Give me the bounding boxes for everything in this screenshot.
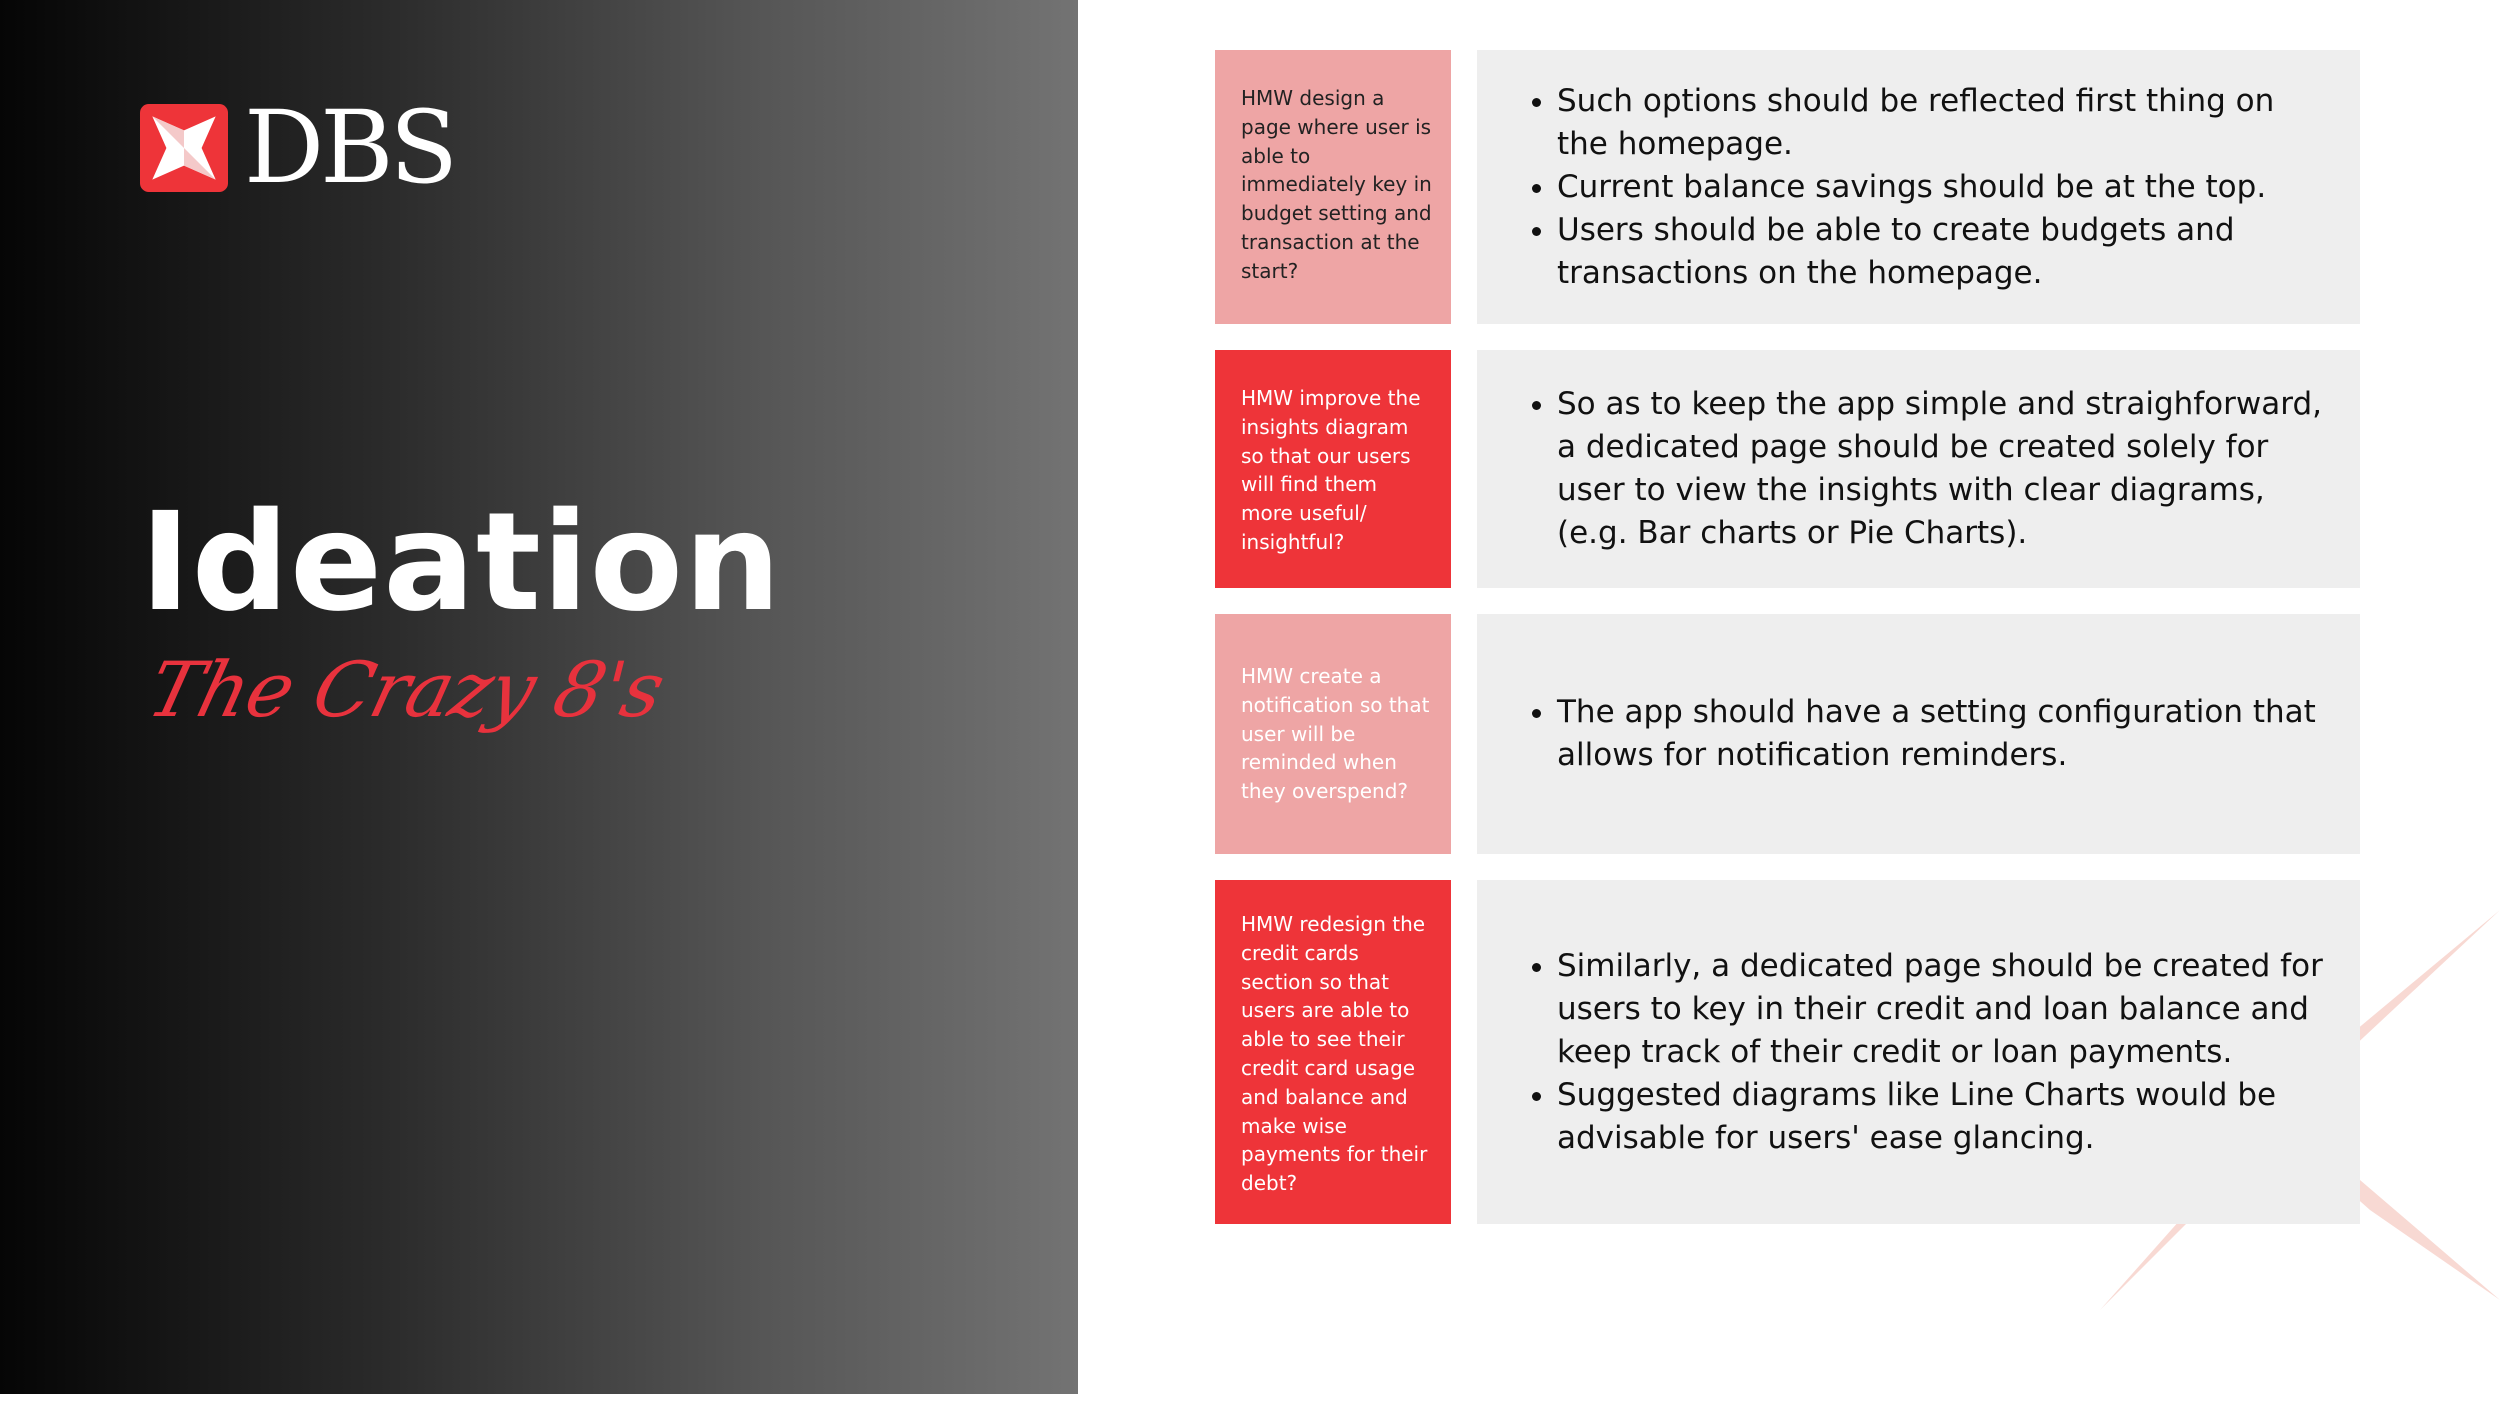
idea-item: • Suggested diagrams like Line Charts would be advisable for users' ease glancing. [1557,1074,2330,1160]
idea-item: • The app should have a setting configuration that allows for notification reminders. [1557,691,2330,777]
ideas-card [1477,614,2360,854]
brand-name: DBS [244,89,455,206]
dbs-logo [140,89,455,206]
idea-item: • So as to keep the app simple and straighforward, a dedicated page should be created solely for user to view the insights with clear diagrams, (e.g. Bar charts or Pie Charts). [1557,383,2330,555]
idea-item: • Such options should be reflected first thing on the homepage. [1557,80,2330,166]
idea-item: • Users should be able to create budgets and transactions on the homepage. [1557,209,2330,295]
idea-item: • Similarly, a dedicated page should be created for users to key in their credit and loan balance and keep track of their credit or loan payments. [1557,945,2330,1074]
dbs-star-icon [140,104,228,192]
title-panel [0,0,1078,1394]
idea-item: • Current balance savings should be at the top. [1557,166,2330,209]
ideas-list [1527,691,2330,777]
ideas-card [1477,880,2360,1224]
ideation-row-2 [1215,350,2360,588]
slide-subtitle: The Crazy 8's [139,645,673,734]
hmw-card: HMW redesign the credit cards section so that users are able to able to see their credit card usage and balance and make wise payments for their debt? [1215,880,1451,1224]
ideas-list [1527,383,2330,555]
ideation-row-1 [1215,50,2360,324]
ideas-card [1477,350,2360,588]
hmw-card: HMW improve the insights diagram so that our users will find them more useful/ insightful? [1215,350,1451,588]
ideation-row-4 [1215,880,2360,1224]
ideation-row-3 [1215,614,2360,854]
ideas-list [1527,945,2330,1160]
slide-title: Ideation [140,484,782,642]
ideas-card [1477,50,2360,324]
hmw-card: HMW create a notification so that user will be reminded when they overspend? [1215,614,1451,854]
ideas-list [1527,80,2330,295]
hmw-card: HMW design a page where user is able to immediately key in budget setting and transaction at the start? [1215,50,1451,324]
